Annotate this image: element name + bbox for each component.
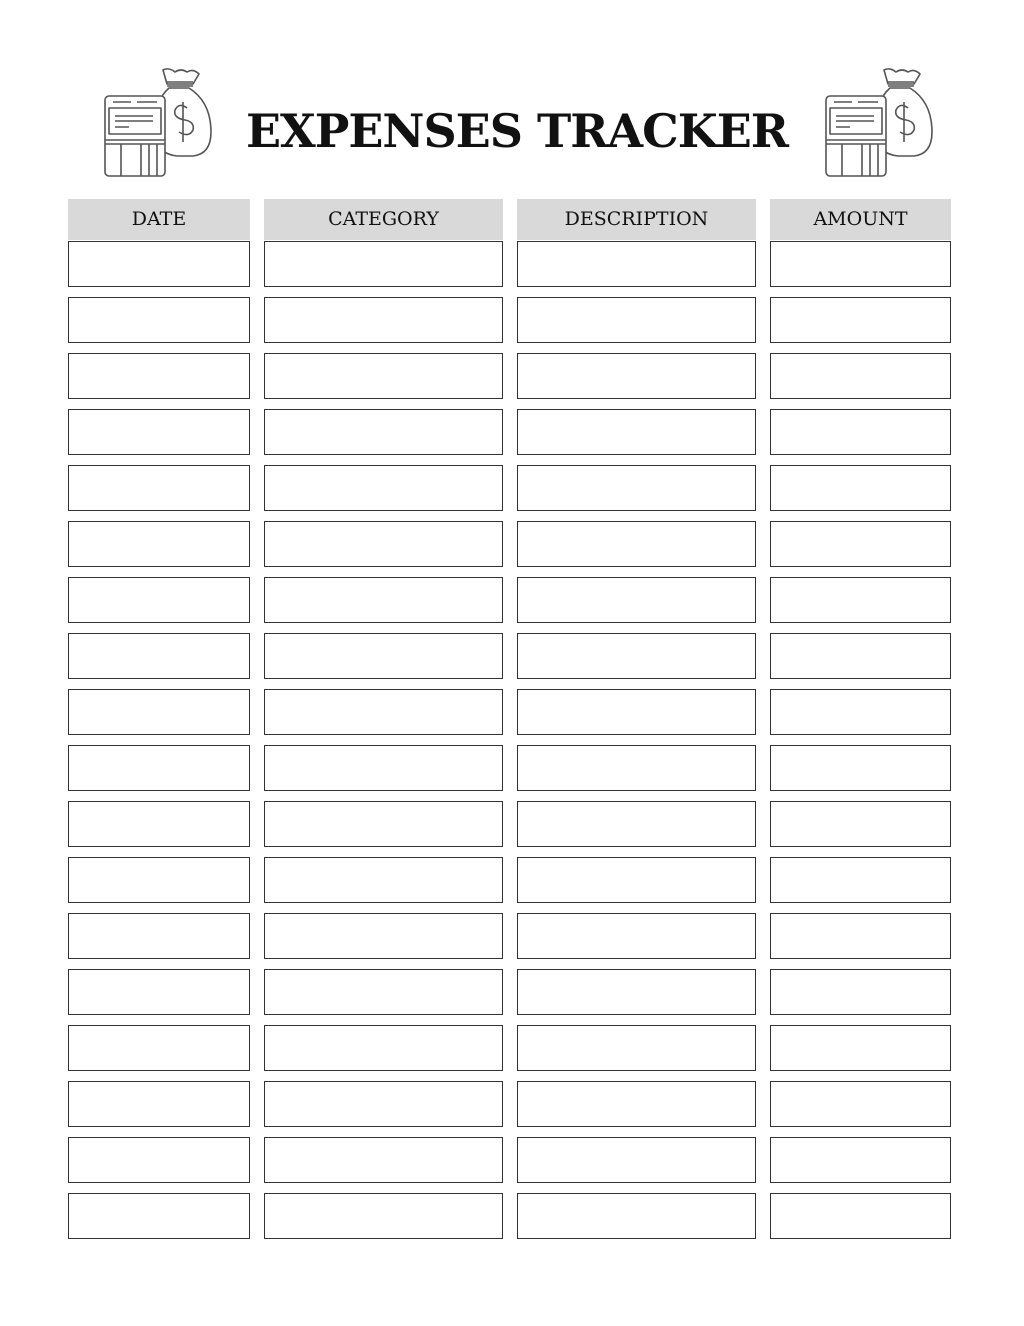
cell-category[interactable] xyxy=(264,1137,503,1183)
cell-date[interactable] xyxy=(68,689,250,735)
column-header-description: DESCRIPTION xyxy=(517,199,756,240)
cell-description[interactable] xyxy=(517,969,756,1015)
cell-description[interactable] xyxy=(517,297,756,343)
cell-description[interactable] xyxy=(517,633,756,679)
cell-description[interactable] xyxy=(517,1025,756,1071)
cell-date[interactable] xyxy=(68,409,250,455)
cell-amount[interactable] xyxy=(770,577,951,623)
cell-category[interactable] xyxy=(264,409,503,455)
cell-date[interactable] xyxy=(68,633,250,679)
cell-amount[interactable] xyxy=(770,1193,951,1239)
cell-category[interactable] xyxy=(264,801,503,847)
cell-date[interactable] xyxy=(68,913,250,959)
cell-description[interactable] xyxy=(517,745,756,791)
cell-date[interactable] xyxy=(68,521,250,567)
cell-amount[interactable] xyxy=(770,857,951,903)
cell-amount[interactable] xyxy=(770,241,951,287)
cell-description[interactable] xyxy=(517,353,756,399)
cell-category[interactable] xyxy=(264,1081,503,1127)
column-header-date: DATE xyxy=(68,199,250,240)
cell-category[interactable] xyxy=(264,521,503,567)
cell-amount[interactable] xyxy=(770,689,951,735)
cell-category[interactable] xyxy=(264,1193,503,1239)
cell-amount[interactable] xyxy=(770,465,951,511)
cell-description[interactable] xyxy=(517,241,756,287)
cell-amount[interactable] xyxy=(770,913,951,959)
cell-date[interactable] xyxy=(68,801,250,847)
cell-amount[interactable] xyxy=(770,297,951,343)
cell-date[interactable] xyxy=(68,1081,250,1127)
cell-date[interactable] xyxy=(68,465,250,511)
column-header-amount: AMOUNT xyxy=(770,199,951,240)
cell-category[interactable] xyxy=(264,577,503,623)
cell-category[interactable] xyxy=(264,633,503,679)
cell-description[interactable] xyxy=(517,913,756,959)
cell-category[interactable] xyxy=(264,1025,503,1071)
receipt-money-bag-icon xyxy=(822,66,934,180)
page-title: EXPENSES TRACKER xyxy=(246,104,788,158)
cell-description[interactable] xyxy=(517,801,756,847)
cell-description[interactable] xyxy=(517,857,756,903)
cell-description[interactable] xyxy=(517,689,756,735)
cell-amount[interactable] xyxy=(770,521,951,567)
cell-category[interactable] xyxy=(264,857,503,903)
column-header-category: CATEGORY xyxy=(264,199,503,240)
cell-date[interactable] xyxy=(68,353,250,399)
column-description xyxy=(517,199,756,240)
cell-amount[interactable] xyxy=(770,1137,951,1183)
cell-description[interactable] xyxy=(517,577,756,623)
cell-description[interactable] xyxy=(517,521,756,567)
cell-description[interactable] xyxy=(517,1081,756,1127)
cell-category[interactable] xyxy=(264,689,503,735)
cell-amount[interactable] xyxy=(770,409,951,455)
cell-category[interactable] xyxy=(264,465,503,511)
cell-date[interactable] xyxy=(68,857,250,903)
column-amount xyxy=(770,199,951,240)
cell-category[interactable] xyxy=(264,353,503,399)
cell-description[interactable] xyxy=(517,409,756,455)
cell-amount[interactable] xyxy=(770,1081,951,1127)
column-date xyxy=(68,199,250,240)
cell-category[interactable] xyxy=(264,241,503,287)
cell-category[interactable] xyxy=(264,969,503,1015)
cell-date[interactable] xyxy=(68,745,250,791)
cell-date[interactable] xyxy=(68,969,250,1015)
cell-description[interactable] xyxy=(517,465,756,511)
cell-category[interactable] xyxy=(264,913,503,959)
cell-amount[interactable] xyxy=(770,801,951,847)
column-category xyxy=(264,199,503,240)
cell-description[interactable] xyxy=(517,1137,756,1183)
cell-date[interactable] xyxy=(68,1137,250,1183)
cell-amount[interactable] xyxy=(770,1025,951,1071)
cell-amount[interactable] xyxy=(770,969,951,1015)
cell-amount[interactable] xyxy=(770,633,951,679)
cell-date[interactable] xyxy=(68,1193,250,1239)
cell-category[interactable] xyxy=(264,745,503,791)
cell-date[interactable] xyxy=(68,297,250,343)
cell-description[interactable] xyxy=(517,1193,756,1239)
cell-amount[interactable] xyxy=(770,745,951,791)
cell-category[interactable] xyxy=(264,297,503,343)
cell-date[interactable] xyxy=(68,241,250,287)
cell-date[interactable] xyxy=(68,577,250,623)
cell-date[interactable] xyxy=(68,1025,250,1071)
cell-amount[interactable] xyxy=(770,353,951,399)
